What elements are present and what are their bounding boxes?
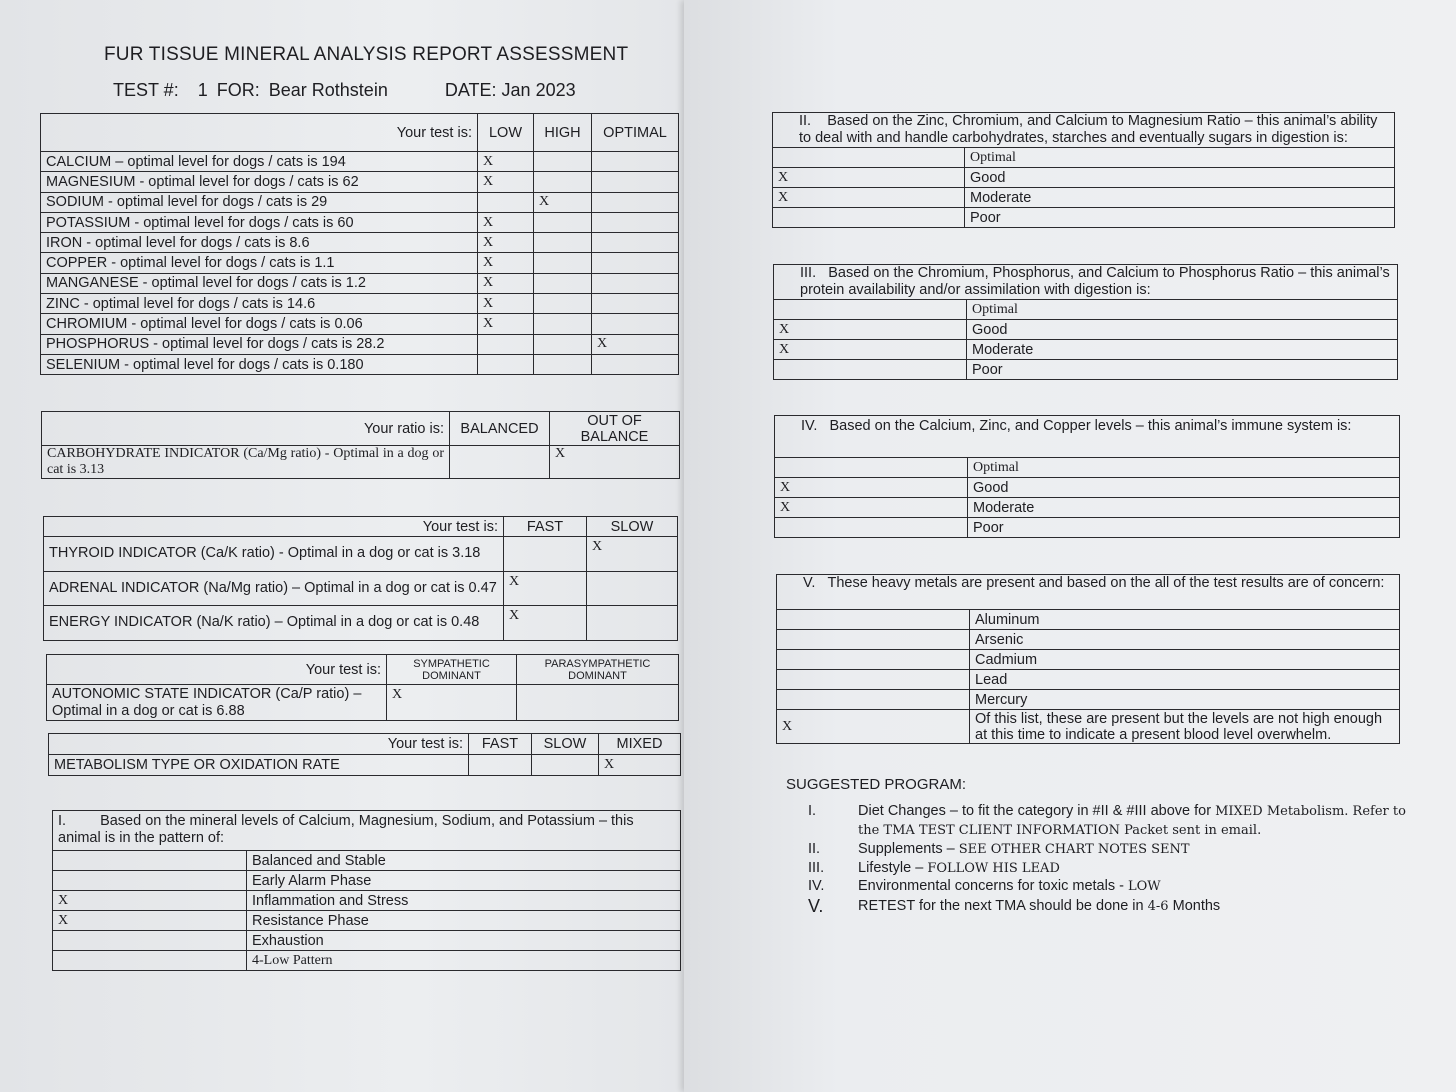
- mineral-optimal-mark: [592, 294, 679, 314]
- section-3-options: [774, 300, 1398, 380]
- section-1-heading: [53, 811, 681, 851]
- sympathetic-column-header: SYMPATHETIC DOMINANT: [387, 655, 517, 685]
- option-row: [53, 911, 681, 931]
- option-row: [53, 931, 681, 951]
- option-label: Moderate: [967, 340, 1398, 360]
- option-row: [774, 360, 1398, 380]
- minerals-table: [40, 113, 679, 375]
- mineral-name: POTASSIUM - optimal level for dogs / cats is 60: [41, 212, 478, 232]
- program-item-handwritten: FOLLOW HIS LEAD: [927, 861, 1060, 876]
- client-name: Bear Rothstein: [268, 80, 388, 100]
- option-label: Optimal: [965, 148, 1395, 168]
- date-label: DATE:: [444, 80, 497, 100]
- mineral-optimal-mark: [592, 273, 679, 293]
- option-label: Good: [965, 168, 1395, 188]
- option-row: [773, 168, 1395, 188]
- option-mark: [773, 148, 965, 168]
- mineral-low-mark: X: [478, 294, 534, 314]
- program-item-handwritten: SEE OTHER CHART NOTES SENT: [958, 842, 1190, 857]
- option-mark: X: [775, 478, 968, 498]
- mineral-high-mark: [534, 152, 592, 172]
- minerals-header-label: Your test is:: [41, 114, 478, 152]
- mineral-row: [41, 212, 679, 232]
- metabolism-fast-header: FAST: [469, 734, 532, 755]
- indicator-row: [44, 537, 678, 572]
- mineral-high-mark: [534, 314, 592, 334]
- mineral-high-mark: [534, 354, 592, 374]
- section-2-heading-text: Based on the Zinc, Chromium, and Calcium to Magnesium Ratio – this animal’s ability to deal with and handle carbohydrates, starches and eventually sugars in digestion is:: [799, 113, 1378, 146]
- right-page: [684, 0, 1456, 1092]
- option-label: Mercury: [970, 690, 1400, 710]
- option-row: [777, 610, 1400, 630]
- indicators-table: [43, 516, 678, 641]
- carb-balanced-mark: [450, 446, 550, 479]
- indicators-body: [44, 537, 678, 641]
- mineral-low-mark: X: [478, 314, 534, 334]
- mineral-high-mark: [534, 172, 592, 192]
- section-4-table: [774, 415, 1400, 538]
- section-2-numeral: II.: [799, 113, 812, 129]
- report-header: [113, 80, 576, 101]
- optimal-column-header: OPTIMAL: [592, 114, 679, 152]
- indicator-name: ADRENAL INDICATOR (Na/Mg ratio) – Optimal in a dog or cat is 0.47: [44, 571, 504, 606]
- option-mark: [775, 458, 968, 478]
- section-2-heading: [773, 113, 1395, 148]
- report-date: Jan 2023: [501, 80, 576, 100]
- mineral-row: [41, 354, 679, 374]
- minerals-header-row: [41, 114, 679, 152]
- option-label: Poor: [965, 208, 1395, 228]
- option-label: Optimal: [968, 458, 1400, 478]
- option-mark: X: [777, 710, 970, 744]
- option-mark: [53, 931, 247, 951]
- option-mark: [777, 650, 970, 670]
- mineral-name: IRON - optimal level for dogs / cats is 8.6: [41, 233, 478, 253]
- section-5-heading-text: These heavy metals are present and based on the all of the test results are of concern:: [827, 575, 1385, 591]
- section-1-numeral: I.: [58, 813, 67, 829]
- out-of-balance-column-header: OUT OF BALANCE: [550, 412, 680, 446]
- carb-header-label: Your ratio is:: [42, 412, 450, 446]
- mineral-low-mark: [478, 354, 534, 374]
- section-2-table: [772, 112, 1395, 228]
- mineral-low-mark: X: [478, 212, 534, 232]
- option-label: Cadmium: [970, 650, 1400, 670]
- balanced-column-header: BALANCED: [450, 412, 550, 446]
- option-row: [773, 188, 1395, 208]
- option-row: [777, 630, 1400, 650]
- option-label: Poor: [968, 518, 1400, 538]
- option-label: Optimal: [967, 300, 1398, 320]
- option-label: Inflammation and Stress: [247, 891, 681, 911]
- mineral-name: CHROMIUM - optimal level for dogs / cats is 0.06: [41, 314, 478, 334]
- autonomic-sym-mark: X: [387, 685, 517, 721]
- program-item-printed: Environmental concerns for toxic metals -: [858, 878, 1124, 894]
- option-row: [777, 710, 1400, 744]
- indicator-slow-mark: X: [587, 537, 678, 572]
- option-row: [777, 650, 1400, 670]
- option-mark: X: [773, 188, 965, 208]
- mineral-optimal-mark: [592, 253, 679, 273]
- program-item-numeral: III.: [808, 860, 825, 876]
- mineral-name: CALCIUM – optimal level for dogs / cats is 194: [41, 152, 478, 172]
- mineral-low-mark: X: [478, 233, 534, 253]
- option-row: [775, 458, 1400, 478]
- section-3-numeral: III.: [800, 265, 817, 281]
- option-mark: [774, 300, 967, 320]
- option-label: Balanced and Stable: [247, 851, 681, 871]
- program-item-handwritten: MIXED Metabolism. Refer to the TMA TEST CLIENT INFORMATION Packet sent in email.: [858, 804, 1406, 838]
- mineral-row: [41, 172, 679, 192]
- carb-indicator-label: CARBOHYDRATE INDICATOR (Ca/Mg ratio) - Optimal in a dog or cat is 3.13: [42, 446, 450, 479]
- mineral-name: SODIUM - optimal level for dogs / cats is 29: [41, 192, 478, 212]
- option-label: Arsenic: [970, 630, 1400, 650]
- option-row: [777, 670, 1400, 690]
- section-3-heading-text: Based on the Chromium, Phosphorus, and Calcium to Phosphorus Ratio – this animal’s protein availability and/or assimilation with digestion is:: [800, 265, 1390, 298]
- option-mark: X: [775, 498, 968, 518]
- section-5-heading: [777, 575, 1400, 610]
- mineral-row: [41, 273, 679, 293]
- option-mark: [777, 670, 970, 690]
- autonomic-table: [46, 654, 679, 721]
- minerals-body: [41, 152, 679, 375]
- carb-out-mark: X: [550, 446, 680, 479]
- autonomic-header-label: Your test is:: [47, 655, 387, 685]
- section-1-options: [53, 851, 681, 971]
- option-row: [775, 498, 1400, 518]
- indicator-fast-mark: [504, 537, 587, 572]
- mineral-row: [41, 314, 679, 334]
- mineral-high-mark: [534, 253, 592, 273]
- option-row: [775, 518, 1400, 538]
- option-label: Lead: [970, 670, 1400, 690]
- mineral-high-mark: [534, 273, 592, 293]
- mineral-name: PHOSPHORUS - optimal level for dogs / cats is 28.2: [41, 334, 478, 354]
- program-item-numeral: II.: [808, 841, 821, 857]
- metabolism-mixed-header: MIXED: [599, 734, 681, 755]
- option-mark: [773, 208, 965, 228]
- mineral-high-mark: [534, 294, 592, 314]
- option-row: [53, 851, 681, 871]
- mineral-name: MANGANESE - optimal level for dogs / cats is 1.2: [41, 273, 478, 293]
- high-column-header: HIGH: [534, 114, 592, 152]
- mineral-row: [41, 294, 679, 314]
- program-item-body: [858, 840, 1418, 859]
- section-1-table: [52, 810, 681, 971]
- mineral-high-mark: [534, 212, 592, 232]
- program-item-body: [858, 802, 1418, 840]
- option-row: [777, 690, 1400, 710]
- option-row: [773, 148, 1395, 168]
- test-number: 1: [197, 80, 208, 100]
- autonomic-indicator-label: AUTONOMIC STATE INDICATOR (Ca/P ratio) – Optimal in a dog or cat is 6.88: [47, 685, 387, 721]
- for-label: FOR:: [216, 80, 260, 100]
- option-label: Of this list, these are present but the levels are not high enough at this time to indicate a present blood level overwhelm.: [970, 710, 1400, 744]
- left-page: [0, 0, 684, 1092]
- report-title: FUR TISSUE MINERAL ANALYSIS REPORT ASSESSMENT: [104, 44, 629, 65]
- indicator-name: THYROID INDICATOR (Ca/K ratio) - Optimal in a dog or cat is 3.18: [44, 537, 504, 572]
- option-label: Good: [967, 320, 1398, 340]
- option-label: Poor: [967, 360, 1398, 380]
- option-mark: [777, 630, 970, 650]
- option-row: [774, 320, 1398, 340]
- section-3-heading: [774, 265, 1398, 300]
- program-item-printed: Diet Changes – to fit the category in #II & #III above for: [858, 803, 1212, 819]
- mineral-low-mark: X: [478, 172, 534, 192]
- option-mark: [53, 871, 247, 891]
- section-4-heading-text: Based on the Calcium, Zinc, and Copper levels – this animal’s immune system is:: [829, 418, 1352, 434]
- program-item-numeral: V.: [808, 896, 824, 916]
- mineral-high-mark: [534, 233, 592, 253]
- mineral-row: [41, 253, 679, 273]
- option-row: [53, 891, 681, 911]
- section-4-heading: [775, 416, 1400, 458]
- option-mark: [777, 690, 970, 710]
- option-label: Resistance Phase: [247, 911, 681, 931]
- mineral-row: [41, 192, 679, 212]
- program-item-body: [858, 897, 1418, 916]
- parasympathetic-column-header: PARASYMPATHETIC DOMINANT: [517, 655, 679, 685]
- test-label: TEST #:: [113, 80, 179, 100]
- carb-row: [42, 446, 680, 479]
- metabolism-header-label: Your test is:: [49, 734, 469, 755]
- program-item-body: [858, 877, 1418, 896]
- option-label: Exhaustion: [247, 931, 681, 951]
- program-item-printed: RETEST for the next TMA should be done in: [858, 898, 1144, 914]
- mineral-name: MAGNESIUM - optimal level for dogs / cats is 62: [41, 172, 478, 192]
- option-mark: [53, 851, 247, 871]
- section-4-options: [775, 458, 1400, 538]
- option-row: [53, 871, 681, 891]
- option-label: 4-Low Pattern: [247, 951, 681, 971]
- option-mark: X: [53, 891, 247, 911]
- option-mark: X: [774, 320, 967, 340]
- mineral-low-mark: X: [478, 273, 534, 293]
- metabolism-table: [48, 733, 681, 776]
- mineral-low-mark: X: [478, 253, 534, 273]
- section-5-numeral: V.: [803, 575, 816, 591]
- mineral-optimal-mark: [592, 152, 679, 172]
- option-mark: [53, 951, 247, 971]
- mineral-optimal-mark: [592, 212, 679, 232]
- indicator-fast-mark: X: [504, 606, 587, 641]
- section-2-options: [773, 148, 1395, 228]
- section-4-numeral: IV.: [801, 418, 818, 434]
- metabolism-mixed-mark: X: [599, 755, 681, 776]
- option-mark: [777, 610, 970, 630]
- option-row: [53, 951, 681, 971]
- indicator-slow-mark: [587, 571, 678, 606]
- metabolism-slow-header: SLOW: [532, 734, 599, 755]
- option-row: [774, 300, 1398, 320]
- carb-table: [41, 411, 680, 479]
- option-row: [774, 340, 1398, 360]
- mineral-low-mark: X: [478, 152, 534, 172]
- program-item-suffix: Months: [1172, 898, 1221, 914]
- program-item-printed: Lifestyle –: [858, 860, 924, 876]
- option-label: Good: [968, 478, 1400, 498]
- option-row: [775, 478, 1400, 498]
- mineral-low-mark: [478, 334, 534, 354]
- suggested-program-title: SUGGESTED PROGRAM:: [786, 776, 967, 793]
- metabolism-slow-mark: [532, 755, 599, 776]
- option-label: Moderate: [968, 498, 1400, 518]
- mineral-row: [41, 152, 679, 172]
- mineral-name: COPPER - optimal level for dogs / cats is 1.1: [41, 253, 478, 273]
- option-mark: [774, 360, 967, 380]
- program-item-handwritten: LOW: [1127, 879, 1161, 894]
- section-3-table: [773, 264, 1398, 380]
- option-row: [773, 208, 1395, 228]
- metabolism-type-label: METABOLISM TYPE OR OXIDATION RATE: [49, 755, 469, 776]
- mineral-optimal-mark: [592, 233, 679, 253]
- fast-column-header: FAST: [504, 517, 587, 537]
- option-label: Moderate: [965, 188, 1395, 208]
- option-mark: X: [53, 911, 247, 931]
- program-item-numeral: IV.: [808, 878, 825, 894]
- indicator-fast-mark: X: [504, 571, 587, 606]
- option-label: Aluminum: [970, 610, 1400, 630]
- indicator-slow-mark: [587, 606, 678, 641]
- mineral-name: ZINC - optimal level for dogs / cats is 14.6: [41, 294, 478, 314]
- option-mark: X: [773, 168, 965, 188]
- program-item-handwritten: 4-6: [1147, 899, 1169, 914]
- indicator-row: [44, 606, 678, 641]
- autonomic-para-mark: [517, 685, 679, 721]
- program-item-printed: Supplements –: [858, 841, 955, 857]
- mineral-low-mark: [478, 192, 534, 212]
- mineral-optimal-mark: [592, 314, 679, 334]
- section-5-table: [776, 574, 1400, 744]
- indicator-row: [44, 571, 678, 606]
- mineral-high-mark: [534, 334, 592, 354]
- mineral-optimal-mark: [592, 192, 679, 212]
- option-mark: X: [774, 340, 967, 360]
- mineral-high-mark: X: [534, 192, 592, 212]
- mineral-optimal-mark: [592, 172, 679, 192]
- mineral-row: [41, 334, 679, 354]
- indicator-name: ENERGY INDICATOR (Na/K ratio) – Optimal in a dog or cat is 0.48: [44, 606, 504, 641]
- section-5-options: [777, 610, 1400, 744]
- program-item-body: [858, 859, 1418, 878]
- option-label: Early Alarm Phase: [247, 871, 681, 891]
- program-item-numeral: I.: [808, 803, 817, 819]
- slow-column-header: SLOW: [587, 517, 678, 537]
- mineral-optimal-mark: X: [592, 334, 679, 354]
- section-1-heading-text: Based on the mineral levels of Calcium, Magnesium, Sodium, and Potassium – this animal is in the pattern of:: [58, 813, 634, 846]
- option-mark: [775, 518, 968, 538]
- indicators-header-label: Your test is:: [44, 517, 504, 537]
- mineral-optimal-mark: [592, 354, 679, 374]
- mineral-name: SELENIUM - optimal level for dogs / cats is 0.180: [41, 354, 478, 374]
- low-column-header: LOW: [478, 114, 534, 152]
- mineral-row: [41, 233, 679, 253]
- metabolism-fast-mark: [469, 755, 532, 776]
